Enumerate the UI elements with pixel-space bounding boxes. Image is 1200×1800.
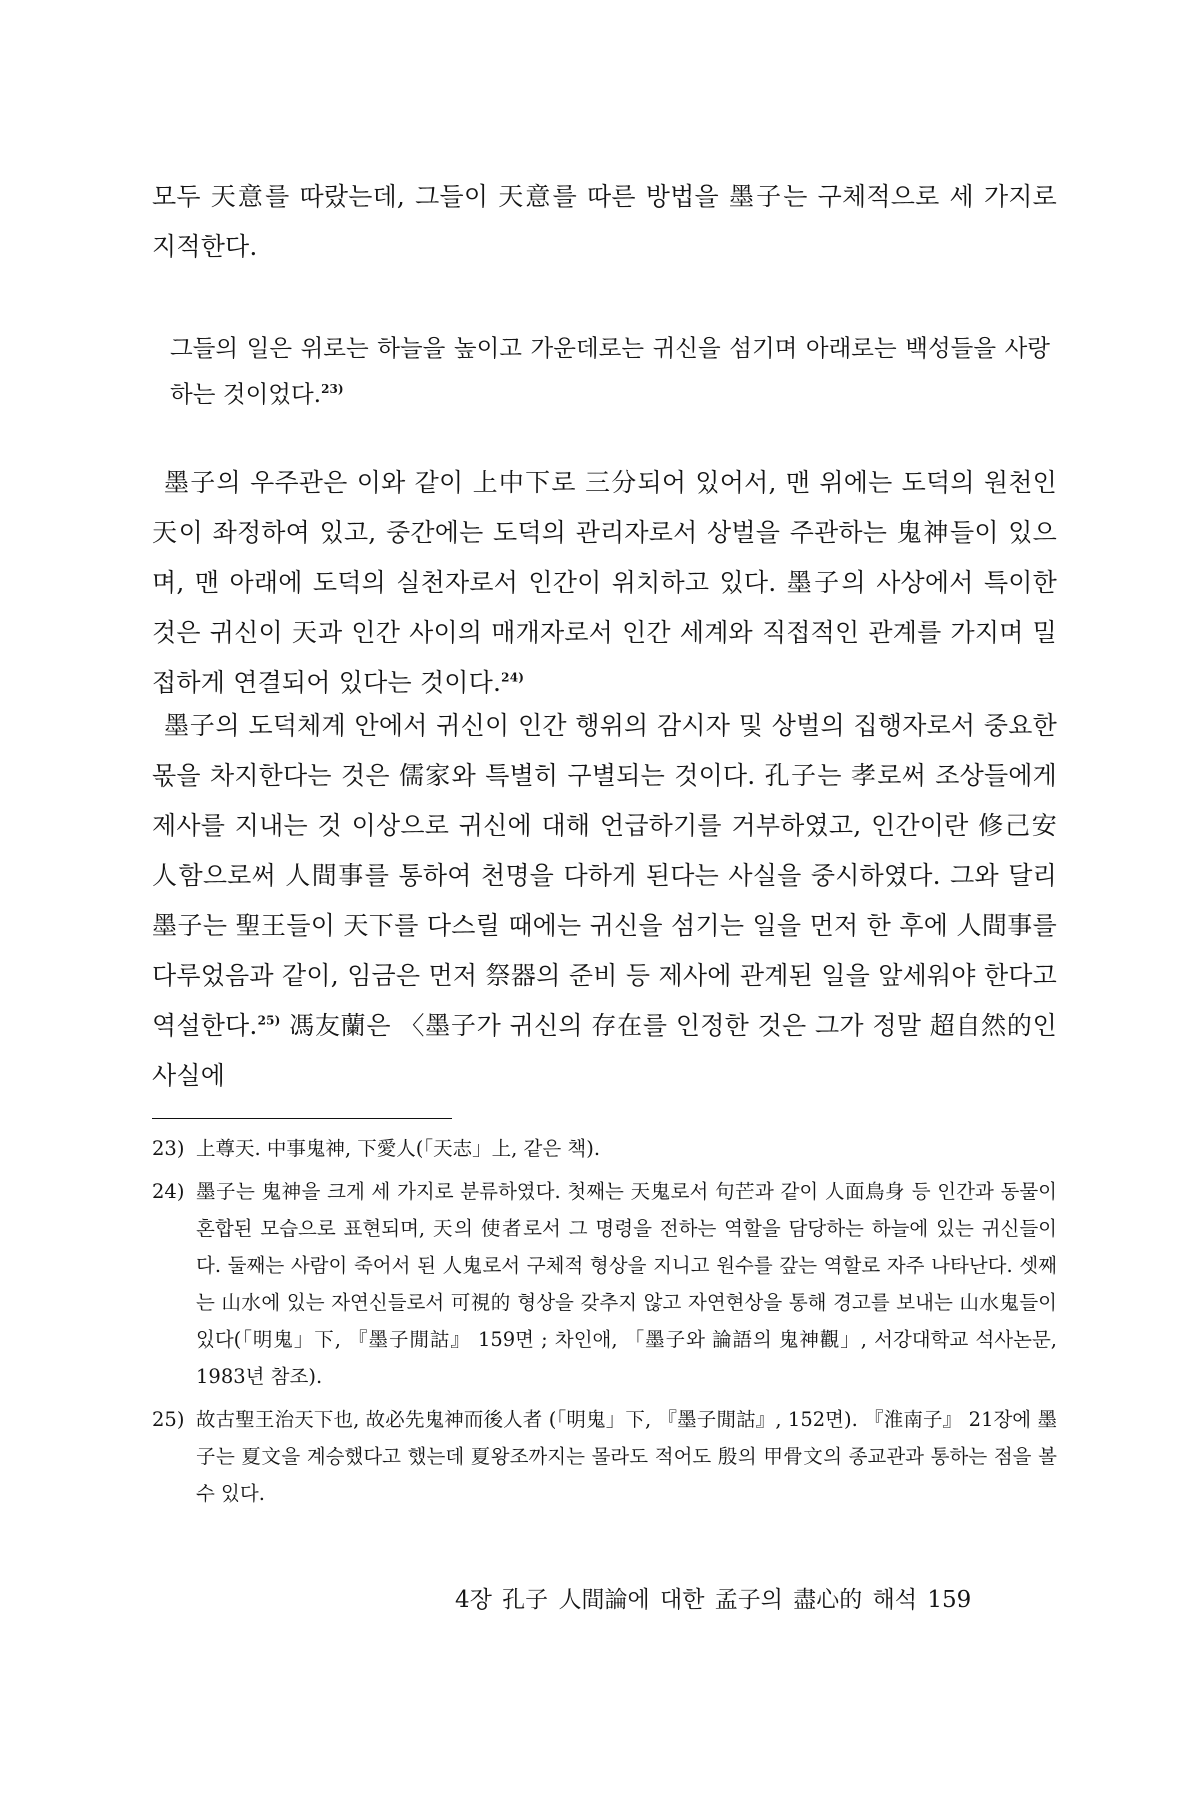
block-quote-text: 그들의 일은 위로는 하늘을 높이고 가운데로는 귀신을 섬기며 아래로는 백성들을 사랑하는 것이었다.: [170, 334, 1050, 408]
paragraph-ghosts-continuation: 馮友蘭은 〈墨子가 귀신의 存在를 인정한 것은 그가 정말 超自然的인 사실에: [152, 1011, 1057, 1090]
footnote-ref-24[interactable]: 24): [501, 670, 525, 685]
paragraph-cosmology-text: 墨子의 우주관은 이와 같이 上中下로 三分되어 있어서, 맨 위에는 도덕의 원천인 天이 좌정하여 있고, 중간에는 도덕의 관리자로서 상벌을 주관하는 鬼神들이 있으며, 맨 아래에 도덕의 실천자로서 인간이 위치하고 있다. 墨子의 사상에서 특이한 것은 귀신이 天과 인간 사이의 매개자로서 인간 세계와 직접적인 관계를 가지며 밀접하게 연결되어 있다는 것이다.: [152, 468, 1057, 697]
paragraph-opening-text: 모두 天意를 따랐는데, 그들이 天意를 따른 방법을 墨子는 구체적으로 세 가지로 지적한다.: [152, 182, 1057, 261]
paragraph-cosmology: [152, 458, 1057, 708]
footnote-25: [152, 1401, 1057, 1512]
block-quote: [170, 325, 1050, 417]
footnote-text: 上尊天. 中事鬼神, 下愛人(「天志」上, 같은 책).: [196, 1137, 601, 1160]
paragraph-opening: [152, 172, 1057, 272]
running-footer: [455, 1580, 1015, 1620]
footnote-ref-23[interactable]: 23): [321, 382, 344, 397]
footnote-text: 故古聖王治天下也, 故必先鬼神而後人者 (「明鬼」下, 『墨子閒詁』, 152면). 『淮南子』 21장에 墨子는 夏文을 계승했다고 했는데 夏왕조까지는 몰라도 적어도 殷의 甲骨文의 종교관과 통하는 점을 볼 수 있다.: [196, 1408, 1057, 1505]
footnote-24: [152, 1173, 1057, 1395]
footnote-ref-25[interactable]: 25): [257, 1013, 281, 1028]
footnote-divider: [152, 1118, 452, 1119]
paragraph-ghosts: [152, 701, 1057, 1101]
footnote-number: 24): [152, 1180, 185, 1203]
footnotes: [152, 1130, 1057, 1518]
footnote-23: [152, 1130, 1057, 1167]
chapter-label: 4장: [455, 1587, 492, 1613]
footnote-text: 墨子는 鬼神을 크게 세 가지로 분류하였다. 첫째는 天鬼로서 句芒과 같이 人面鳥身 등 인간과 동물이 혼합된 모습으로 표현되며, 天의 使者로서 그 명령을 전하는 역할을 담당하는 하늘에 있는 귀신들이다. 둘째는 사람이 죽어서 된 人鬼로서 구체적 형상을 지니고 원수를 갚는 역할로 자주 나타난다. 셋째는 山水에 있는 자연신들로서 可視的 형상을 갖추지 않고 자연현상을 통해 경고를 보내는 山水鬼들이 있다(「明鬼」下, 『墨子閒詁』 159면 ; 차인애, 「墨子와 論語의 鬼神觀」, 서강대학교 석사논문, 1983년 참조).: [196, 1180, 1057, 1388]
chapter-title: 孔子 人間論에 대한 孟子의 盡心的 해석: [502, 1587, 918, 1613]
footnote-number: 25): [152, 1408, 185, 1431]
footnote-number: 23): [152, 1137, 185, 1160]
page-number: 159: [927, 1587, 972, 1613]
paragraph-ghosts-text: 墨子의 도덕체계 안에서 귀신이 인간 행위의 감시자 및 상벌의 집행자로서 중요한 몫을 차지한다는 것은 儒家와 특별히 구별되는 것이다. 孔子는 孝로써 조상들에게 제사를 지내는 것 이상으로 귀신에 대해 언급하기를 거부하였고, 인간이란 修己安人함으로써 人間事를 통하여 천명을 다하게 된다는 사실을 중시하였다. 그와 달리 墨子는 聖王들이 天下를 다스릴 때에는 귀신을 섬기는 일을 먼저 한 후에 人間事를 다루었음과 같이, 임금은 먼저 祭器의 준비 등 제사에 관계된 일을 앞세워야 한다고 역설한다.: [152, 711, 1057, 1040]
